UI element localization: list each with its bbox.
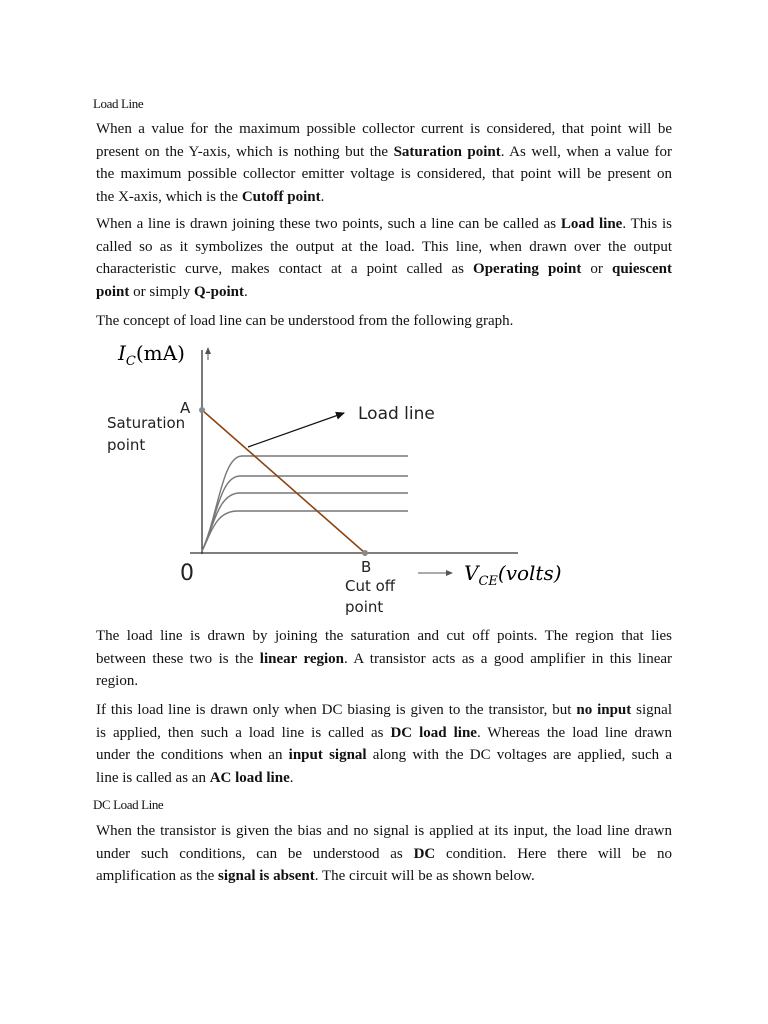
- characteristic-curve: [202, 456, 408, 551]
- point-b-marker: [362, 550, 368, 556]
- text: under the conditions when an: [96, 747, 289, 763]
- text: .: [289, 769, 294, 786]
- term-q-point: Q-point: [193, 283, 244, 300]
- point-b-label: B: [361, 558, 372, 576]
- point-a-marker: [199, 407, 205, 413]
- load-line: [202, 410, 365, 553]
- y-axis-label: $I_C(mA)$: [118, 341, 185, 369]
- line: [96, 258, 672, 281]
- line: [96, 213, 672, 236]
- line: [96, 767, 672, 790]
- cutoff-label-line2: point: [345, 598, 384, 616]
- line: [96, 648, 672, 671]
- text: or: [581, 261, 612, 277]
- term-input-signal: input signal: [288, 747, 367, 763]
- term-linear-region: linear region: [259, 650, 345, 667]
- term-saturation-point: Saturation point: [393, 143, 501, 160]
- line: [96, 843, 672, 866]
- term-signal-absent: signal is absent: [218, 868, 315, 884]
- line: [96, 141, 672, 164]
- line: [96, 281, 672, 304]
- line: [96, 820, 672, 843]
- load-line-label: Load line: [358, 404, 435, 424]
- term-dc-load-line: DC load line: [390, 724, 477, 741]
- term-point: point: [96, 283, 130, 300]
- origin-label: 0: [180, 561, 194, 586]
- line: [96, 186, 672, 209]
- paragraph-load-line-definition: [96, 213, 672, 303]
- paragraph-linear-region: [96, 625, 672, 693]
- term-dc: DC: [413, 845, 436, 862]
- text: present on the Y-axis, which is nothing but the: [96, 143, 394, 160]
- text: the maximum possible collector emitter voltage is considered, that point will be present on: [96, 166, 672, 182]
- term-ac-load-line: AC load line: [209, 769, 290, 786]
- text: . A transistor acts as a good amplifier in this linear: [344, 650, 673, 667]
- text: The concept of load line can be understood from the following graph.: [96, 313, 514, 329]
- load-line-figure: [100, 336, 580, 620]
- text: amplification as the: [96, 868, 219, 884]
- paragraph-dc-ac-load-line: [96, 699, 672, 789]
- line: [96, 625, 672, 648]
- line: [96, 699, 672, 722]
- text: When a line is drawn joining these two points, such a line can be called as: [96, 216, 561, 232]
- text: characteristic curve, makes contact at a point called as: [96, 261, 474, 277]
- x-axis-label: $V_{CE}(volts)$: [464, 561, 562, 589]
- term-operating-point: Operating point: [473, 261, 582, 277]
- line: [96, 236, 672, 259]
- term-quiescent: quiescent: [611, 261, 672, 277]
- text: . The circuit will be as shown below.: [314, 868, 535, 884]
- paragraph-saturation-cutoff: [96, 118, 672, 208]
- text: called so as it symbolizes the output at the load. This line, when drawn over the output: [96, 238, 672, 255]
- section-heading-load-line: Load Line: [93, 96, 144, 111]
- characteristic-curve: [202, 511, 408, 551]
- characteristic-curves: [202, 456, 408, 551]
- characteristic-curve: [202, 493, 408, 551]
- text: . Whereas the load line drawn: [476, 724, 672, 741]
- text: . This is: [622, 216, 673, 232]
- characteristic-curve: [202, 476, 408, 551]
- text: or simply: [129, 283, 194, 300]
- term-load-line: Load line: [560, 216, 623, 232]
- point-a-label: A: [180, 399, 191, 417]
- text: line is called as an: [96, 769, 210, 786]
- term-cutoff-point: Cutoff point: [241, 188, 321, 205]
- saturation-label-line2: point: [107, 436, 146, 454]
- text: under such conditions, can be understood as: [96, 845, 414, 862]
- text: The load line is drawn by joining the saturation and cut off points. The region that lies: [96, 628, 672, 644]
- line: [96, 722, 672, 745]
- text: along with the DC voltages are applied, such a: [366, 747, 672, 763]
- text: condition. Here there will be no: [435, 845, 672, 862]
- paragraph-graph-intro: [96, 310, 672, 333]
- text: .: [243, 283, 248, 300]
- text: is applied, then such a load line is called as: [96, 724, 391, 741]
- text: . As well, when a value for: [500, 143, 672, 160]
- text: the X-axis, which is the: [96, 188, 242, 205]
- load-line-pointer-arrow: [248, 413, 344, 447]
- line: [96, 118, 672, 141]
- paragraph-dc-condition: [96, 820, 672, 888]
- cutoff-label-line1: Cut off: [345, 577, 396, 595]
- text: If this load line is drawn only when DC biasing is given to the transistor, but: [96, 702, 577, 718]
- text: When a value for the maximum possible collector current is considered, that point will be: [96, 121, 672, 137]
- term-no-input: no input: [576, 702, 632, 718]
- line: [96, 865, 672, 888]
- line: [96, 744, 672, 767]
- text: When the transistor is given the bias and no signal is applied at its input, the load line drawn: [96, 823, 672, 839]
- section-heading-dc-load-line: DC Load Line: [93, 797, 164, 812]
- line: [96, 163, 672, 186]
- text: signal: [631, 702, 672, 718]
- line: [96, 670, 672, 693]
- text: region.: [96, 673, 139, 689]
- saturation-label-line1: Saturation: [107, 414, 186, 432]
- text: .: [320, 188, 325, 205]
- text: between these two is the: [96, 650, 260, 667]
